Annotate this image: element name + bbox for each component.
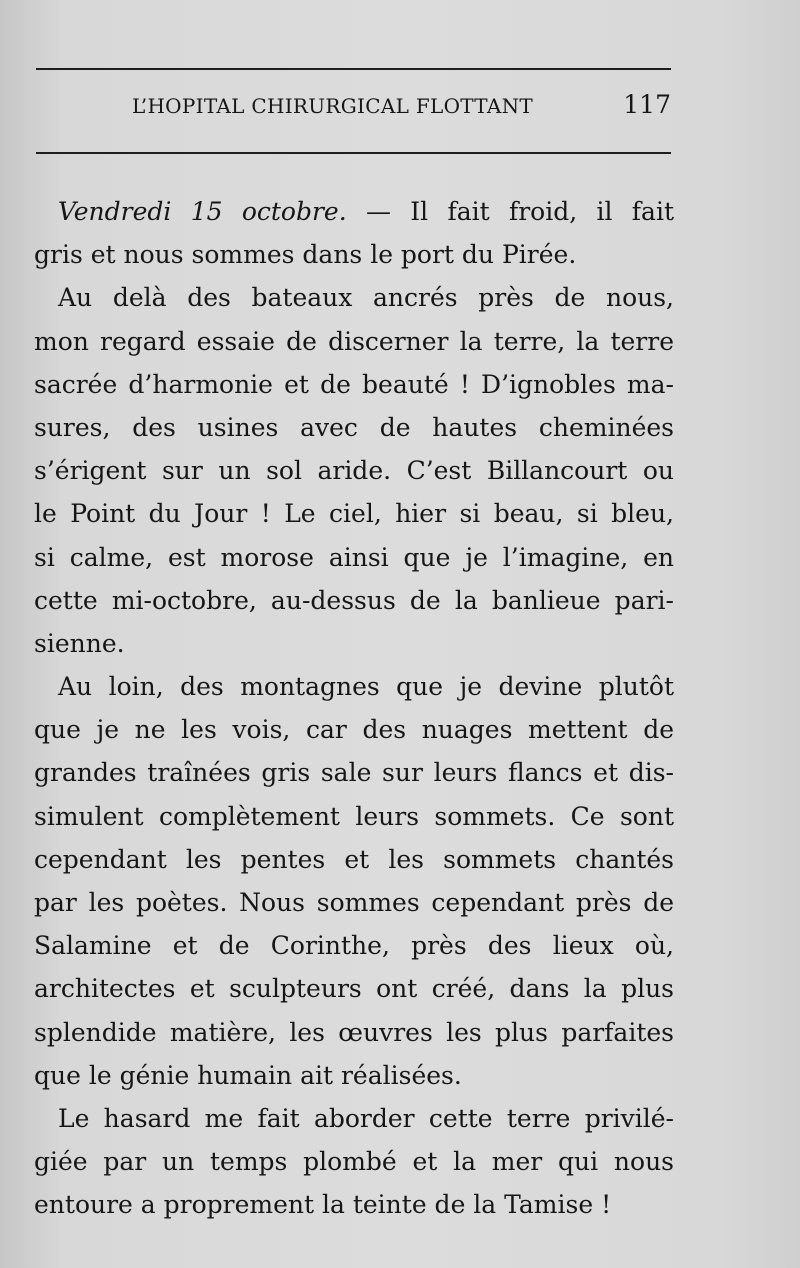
text-line: sienne. — [34, 628, 125, 658]
text-line: mon regard essaie de discerner la terre, la terre — [34, 326, 674, 356]
text-line: gris et nous sommes dans le port du Pirée. — [34, 240, 577, 270]
text-line: cependant les pentes et les sommets chantés — [34, 844, 674, 874]
text-line: si calme, est morose ainsi que je l’imagine, en — [34, 542, 674, 572]
running-title: L’HOPITAL CHIRURGICAL FLOTTANT — [132, 94, 534, 118]
body-text — [34, 190, 674, 1227]
text-line: par les poètes. Nous sommes cependant près de — [34, 888, 674, 917]
text-line: splendide matière, les œuvres les plus parfaites — [34, 1017, 674, 1047]
entry-date: Vendredi 15 octobre. — [58, 197, 347, 226]
text-line: sures, des usines avec de hautes cheminées — [34, 412, 674, 442]
text-line: Salamine et de Corinthe, près des lieux où, — [34, 931, 674, 961]
header-top-rule — [36, 68, 671, 70]
text-line: que je ne les vois, car des nuages mettent de — [34, 715, 674, 745]
text-line: grandes traînées gris sale sur leurs flancs et dis- — [34, 758, 674, 788]
text-line: Au delà des bateaux ancrés près de nous, — [58, 283, 674, 313]
header-bottom-rule — [36, 152, 671, 154]
text-line: sacrée d’harmonie et de beauté ! D’ignobles ma- — [34, 369, 674, 399]
text-line: giée par un temps plombé et la mer qui nous — [34, 1147, 674, 1177]
text-line: s’érigent sur un sol aride. C’est Billancourt ou — [34, 456, 674, 486]
text-line: simulent complètement leurs sommets. Ce sont — [34, 801, 674, 831]
text-line: que le génie humain ait réalisées. — [34, 1060, 462, 1090]
text-line: architectes et sculpteurs ont créé, dans la plus — [34, 974, 674, 1004]
text-line: Vendredi 15 octobre. — Il fait froid, il fait — [58, 197, 674, 226]
text-line: le Point du Jour ! Le ciel, hier si beau, si bleu, — [34, 499, 674, 529]
text-line: cette mi-octobre, au-dessus de la banlieue pari- — [34, 585, 674, 615]
text-line: entoure a proprement la teinte de la Tamise ! — [34, 1190, 612, 1220]
page-number: 117 — [623, 90, 671, 119]
text-line: Le hasard me fait aborder cette terre privilé- — [58, 1103, 674, 1133]
text-line: Au loin, des montagnes que je devine plutôt — [58, 672, 674, 702]
running-head — [36, 90, 671, 130]
